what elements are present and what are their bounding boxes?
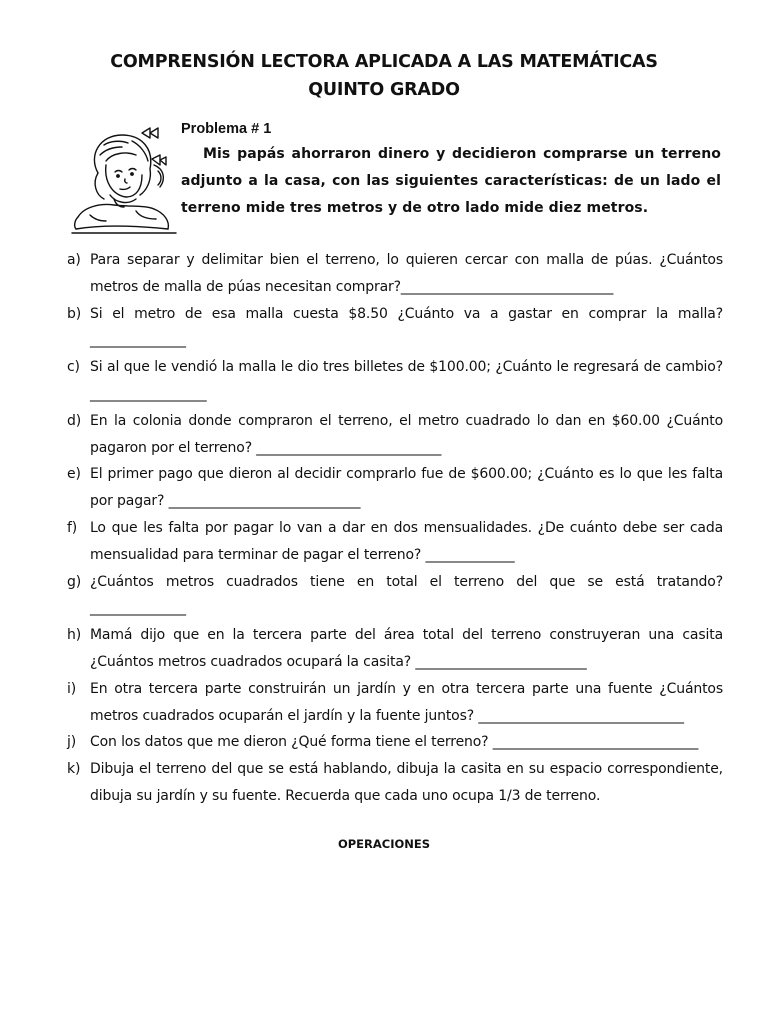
operations-heading: OPERACIONES [337, 837, 431, 851]
question-item [67, 461, 723, 515]
question-letter: j) [67, 734, 77, 751]
question-item [67, 515, 723, 569]
question-item [67, 408, 723, 462]
question-letter: e) [67, 466, 81, 483]
question-text: En otra tercera parte construirán un jardín y en otra tercera parte una fuente ¿Cuántos metros cuadrados ocuparán el jardín y la fuente juntos? ______________________________ [90, 680, 723, 724]
problem-intro-text: Mis papás ahorraron dinero y decidieron comprarse un terreno adjunto a la casa, con las siguientes características: de un lado el terreno mide tres metros y de otro lado mide diez metros. [181, 146, 721, 216]
question-text: En la colonia donde compraron el terreno, el metro cuadrado lo dan en $60.00 ¿Cuánto pagaron por el terreno? ___________________________ [90, 412, 723, 456]
question-item [67, 729, 723, 756]
question-text: Dibuja el terreno del que se está hablando, dibuja la casita en su espacio correspondiente, dibuja su jardín y su fuente. Recuerda que cada uno ocupa 1/3 de terreno. [90, 761, 723, 804]
question-item [67, 756, 723, 810]
worksheet-subtitle-grade: QUINTO GRADO [308, 80, 460, 100]
question-text: Si al que le vendió la malla le dio tres billetes de $100.00; ¿Cuánto le regresará de cambio?_________________ [90, 359, 723, 402]
question-text: ¿Cuántos metros cuadrados tiene en total el terreno del que se está tratando? ______________ [90, 573, 723, 617]
question-item [67, 354, 723, 408]
question-item [67, 622, 723, 676]
question-text: Si el metro de esa malla cuesta $8.50 ¿Cuánto va a gastar en comprar la malla? ______________ [90, 305, 723, 349]
question-list [67, 247, 723, 810]
worksheet-title: COMPRENSIÓN LECTORA APLICADA A LAS MATEMÁTICAS [110, 52, 658, 72]
question-text: Para separar y delimitar bien el terreno, lo quieren cercar con malla de púas. ¿Cuántos metros de malla de púas necesitan comprar?_______________________________ [90, 252, 723, 295]
question-text: El primer pago que dieron al decidir comprarlo fue de $600.00; ¿Cuánto es lo que les falta por pagar? ____________________________ [90, 466, 723, 510]
question-letter: b) [67, 305, 82, 322]
question-letter: d) [67, 412, 82, 429]
question-text: Lo que les falta por pagar lo van a dar en dos mensualidades. ¿De cuánto debe ser cada mensualidad para terminar de pagar el terreno? _____________ [90, 519, 723, 563]
question-text: Mamá dijo que en la tercera parte del área total del terreno construyeran una casita ¿Cuántos metros cuadrados ocupará la casita? _________________________ [90, 627, 723, 670]
question-text: Con los datos que me dieron ¿Qué forma tiene el terreno? ______________________________ [90, 734, 699, 751]
question-item [67, 569, 723, 623]
question-item [67, 247, 723, 301]
question-item [67, 676, 723, 730]
question-letter: c) [67, 359, 80, 376]
girl-thinking-illustration-icon [70, 125, 180, 235]
question-letter: g) [67, 573, 82, 590]
question-letter: h) [67, 627, 82, 644]
question-letter: k) [67, 761, 81, 778]
question-letter: f) [67, 519, 78, 536]
problem-label: Problema # 1 [181, 121, 272, 137]
question-item [67, 301, 723, 355]
question-letter: a) [67, 252, 81, 268]
question-letter: i) [67, 680, 77, 697]
